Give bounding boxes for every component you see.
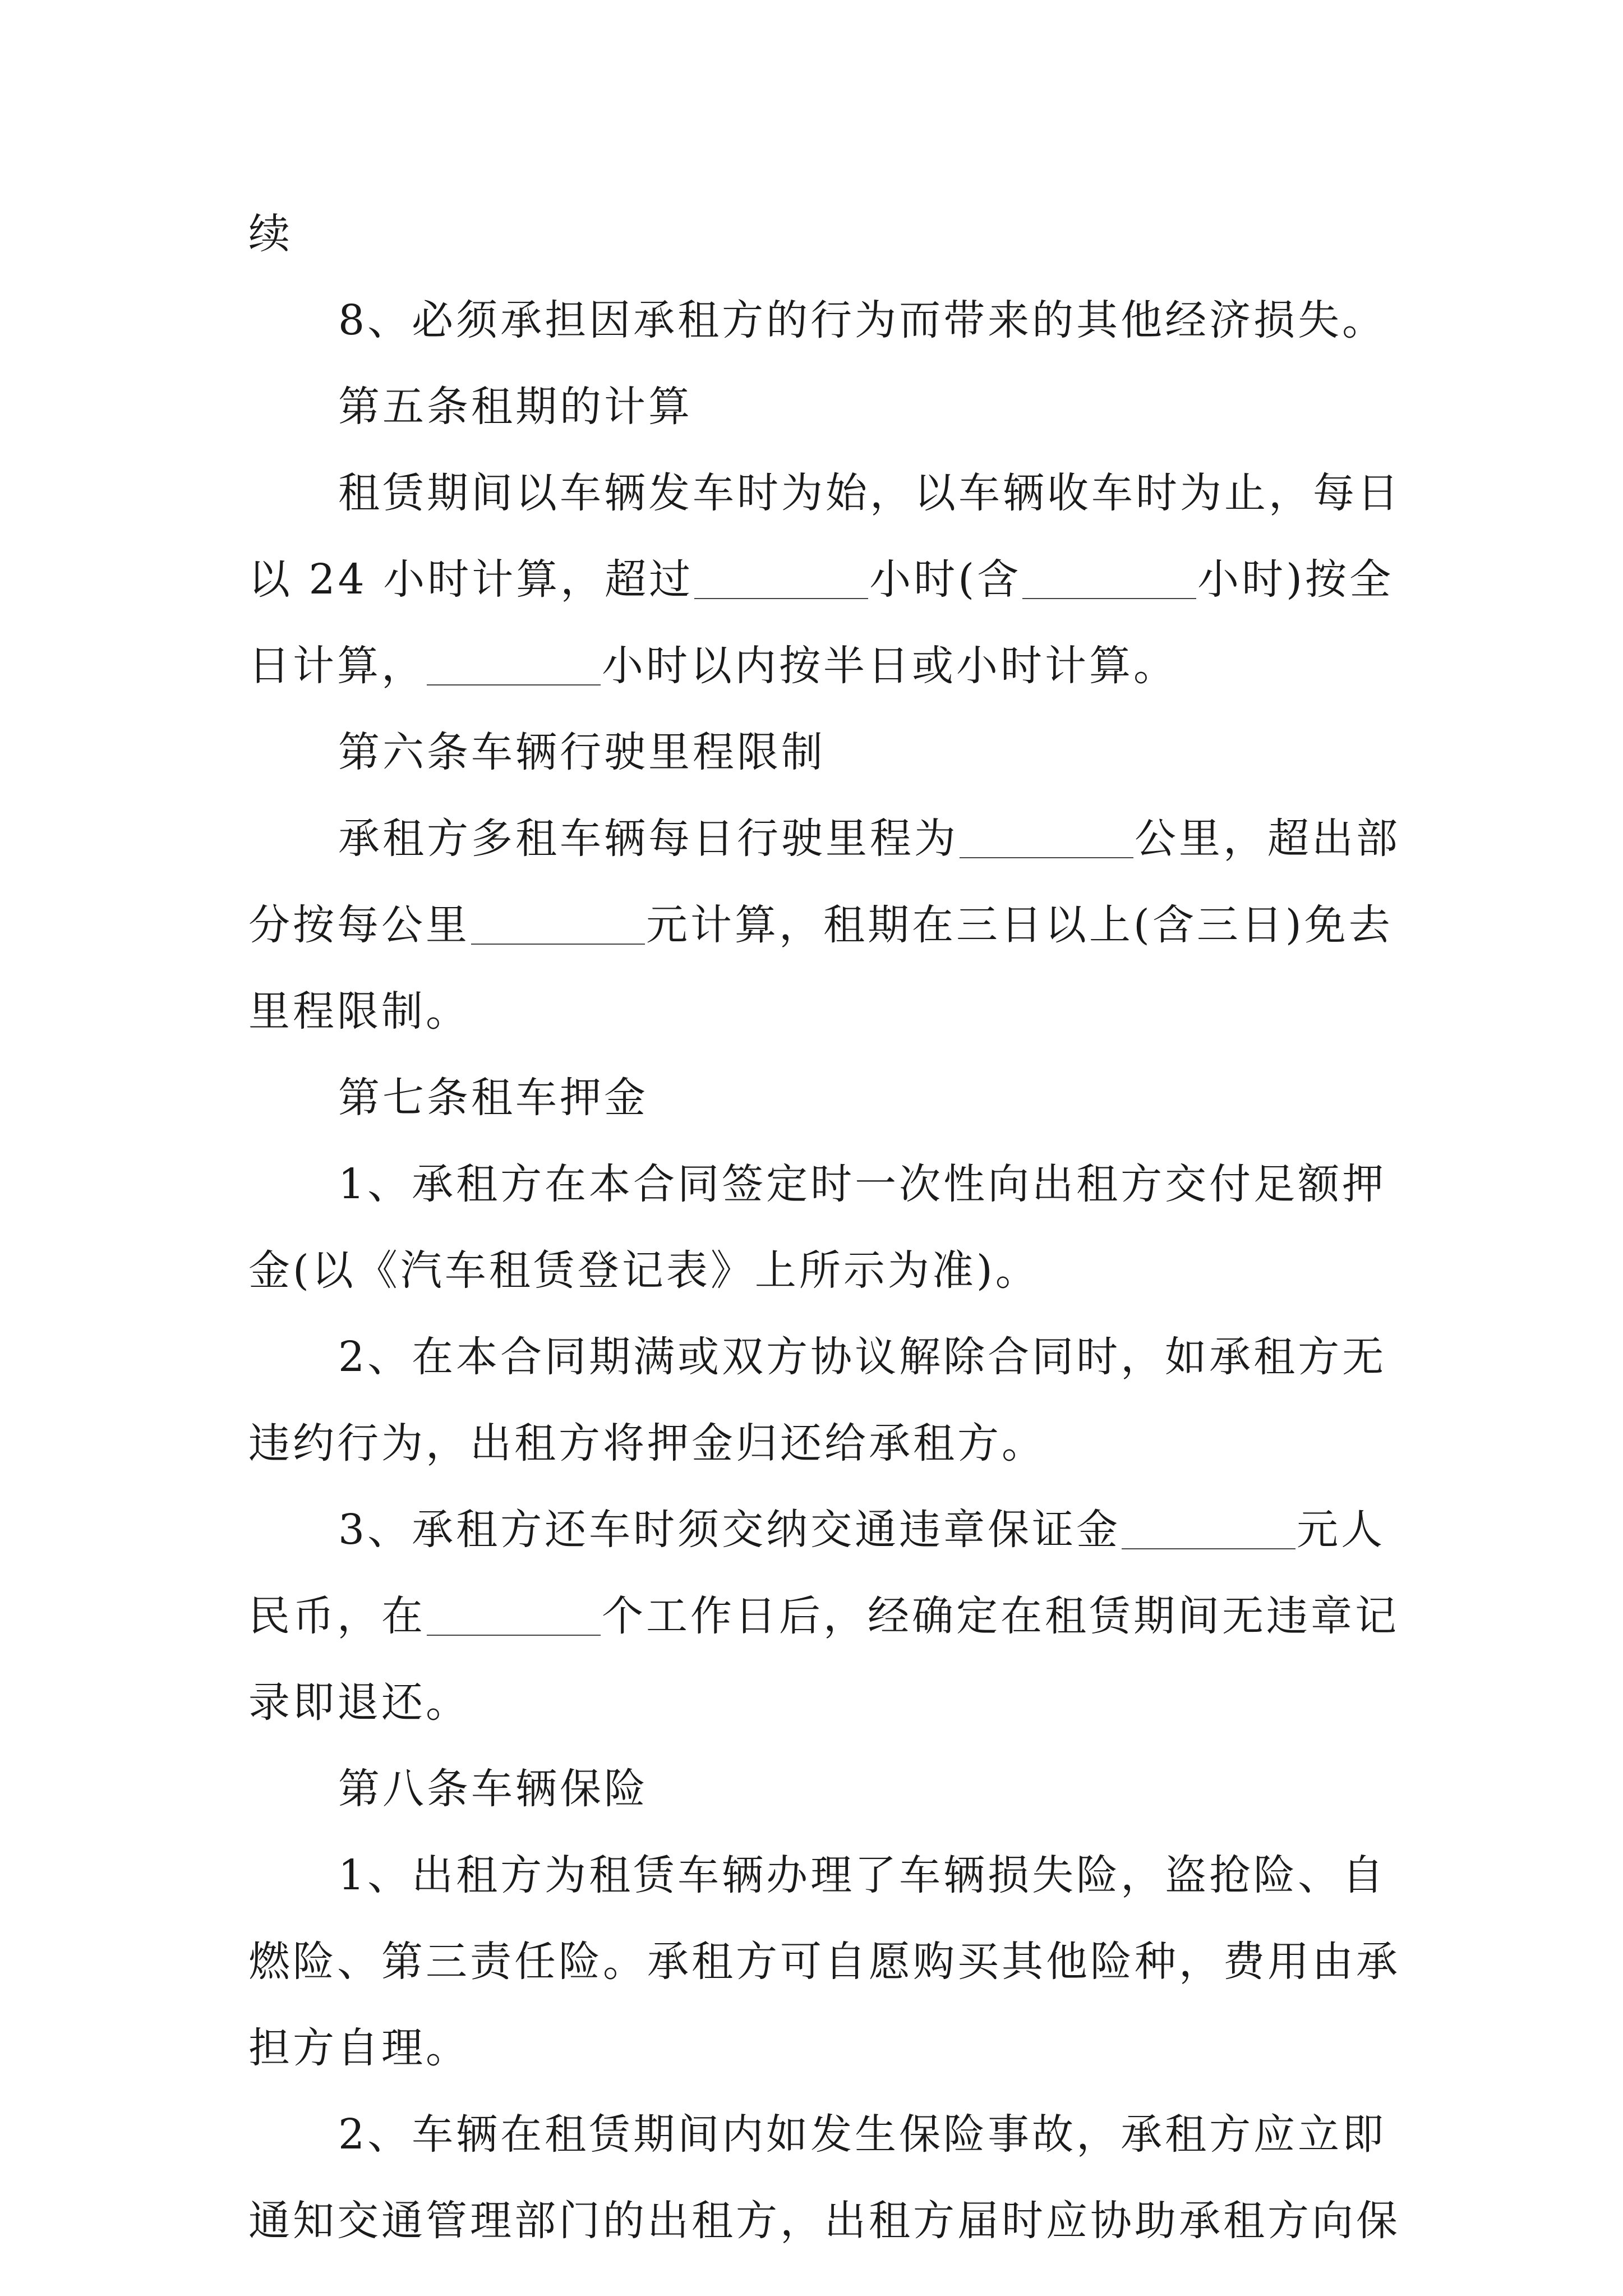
- text-line: [248, 623, 1376, 709]
- fill-in-blank: [1122, 1507, 1295, 1549]
- fill-in-blank: [694, 556, 868, 599]
- text-segment: 违约行为，出租方将押金归还给承租方。: [248, 1419, 1046, 1467]
- text-segment: 录即退还。: [248, 1678, 470, 1727]
- fill-in-blank: [960, 816, 1133, 858]
- text-line: [248, 1055, 1376, 1141]
- text-line: [248, 1659, 1376, 1746]
- text-segment: 小时以内按半日或小时计算。: [602, 642, 1178, 690]
- text-line: [248, 450, 1401, 536]
- text-segment: 2、在本合同期满或双方协议解除合同时，如承租方无: [338, 1333, 1387, 1381]
- text-line: [248, 1400, 1376, 1487]
- text-segment: 第八条车辆保险: [338, 1765, 648, 1813]
- text-line: [248, 536, 1394, 623]
- text-line: [248, 1141, 1387, 1227]
- text-segment: 分按每公里: [248, 901, 470, 949]
- text-segment: 个工作日后，经确定在租赁期间无违章记: [602, 1592, 1399, 1640]
- text-line: [248, 1227, 1376, 1314]
- text-segment: 担方自理。: [248, 2024, 470, 2072]
- text-segment: 公里，超出部: [1135, 815, 1400, 863]
- text-segment: 民币，在: [248, 1592, 426, 1640]
- document-body: [248, 191, 1401, 2264]
- fill-in-blank: [471, 902, 645, 945]
- text-segment: 元人: [1297, 1506, 1386, 1554]
- text-segment: 3、承租方还车时须交纳交通违章保证金: [338, 1506, 1121, 1554]
- text-segment: 1、承租方在本合同签定时一次性向出租方交付足额押: [338, 1160, 1387, 1208]
- text-line: [248, 277, 1387, 364]
- text-line: [248, 968, 1376, 1055]
- fill-in-blank: [1022, 556, 1196, 599]
- text-segment: 承租方多租车辆每日行驶里程为: [338, 815, 958, 863]
- text-line: [248, 2091, 1387, 2178]
- text-segment: 里程限制。: [248, 987, 470, 1036]
- text-line: [248, 1487, 1386, 1573]
- text-line: [248, 2178, 1400, 2264]
- text-segment: 燃险、第三责任险。承租方可自愿购买其他险种，费用由承: [248, 1938, 1400, 1986]
- text-segment: 2、车辆在租赁期间内如发生保险事故，承租方应立即: [338, 2110, 1387, 2159]
- text-segment: 元计算，租期在三日以上(含三日)免去: [646, 901, 1393, 949]
- fill-in-blank: [427, 643, 601, 685]
- text-segment: 第七条租车押金: [338, 1074, 648, 1122]
- text-line: [248, 1918, 1400, 2005]
- text-segment: 小时(含: [869, 555, 1022, 604]
- text-segment: 第六条车辆行驶里程限制: [338, 728, 826, 776]
- text-line: [248, 364, 1376, 450]
- text-segment: 通知交通管理部门的出租方，出租方届时应协助承租方向保: [248, 2197, 1400, 2245]
- text-segment: 续: [248, 210, 293, 258]
- text-line: [248, 1314, 1387, 1400]
- text-segment: 金(以《汽车租赁登记表》上所示为准)。: [248, 1246, 1040, 1295]
- text-segment: 租赁期间以车辆发车时为始，以车辆收车时为止，每日: [338, 469, 1401, 517]
- text-segment: 1、出租方为租赁车辆办理了车辆损失险，盗抢险、自: [338, 1851, 1387, 1899]
- text-line: [248, 882, 1393, 968]
- text-line: [248, 1746, 1376, 1832]
- text-segment: 小时)按全: [1197, 555, 1394, 604]
- fill-in-blank: [427, 1593, 601, 1636]
- text-segment: 日计算，: [248, 642, 426, 690]
- text-segment: 第五条租期的计算: [338, 383, 693, 431]
- text-line: [248, 709, 1376, 795]
- text-segment: 8、必须承担因承租方的行为而带来的其他经济损失。: [338, 296, 1387, 344]
- text-segment: 以 24 小时计算，超过: [248, 555, 694, 604]
- text-line: [248, 191, 1376, 277]
- text-line: [248, 1573, 1399, 1659]
- text-line: [248, 2005, 1376, 2091]
- text-line: [248, 1832, 1387, 1918]
- text-line: [248, 795, 1400, 882]
